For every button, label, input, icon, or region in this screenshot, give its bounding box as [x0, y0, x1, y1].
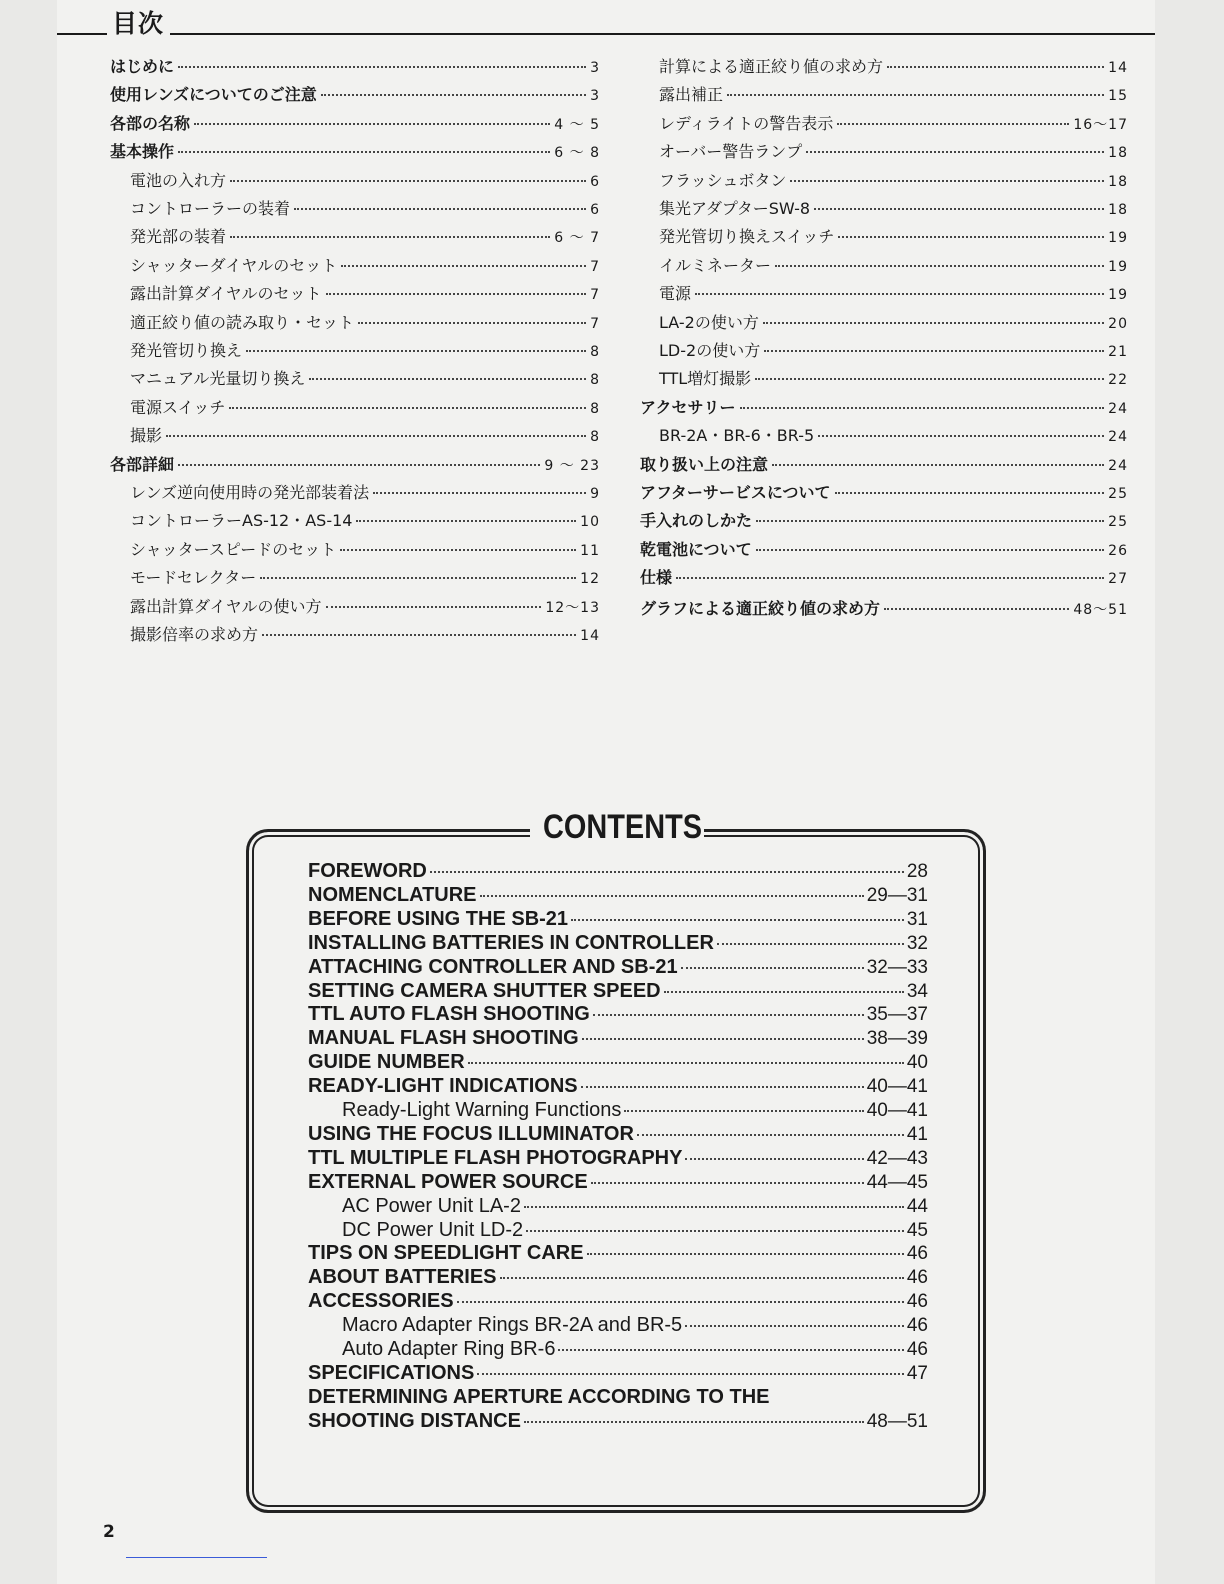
jp-toc-entry-page: 48～51: [1073, 602, 1128, 619]
jp-toc-entry-page: 9: [590, 486, 600, 502]
contents-entry: [308, 1362, 928, 1386]
contents-entry-page: 40: [906, 1052, 928, 1074]
contents-entry-page: 42—43: [866, 1147, 928, 1169]
contents-entry-page: 29—31: [866, 884, 928, 906]
jp-toc-entry: [640, 480, 1128, 502]
jp-toc-entry-label: 撮影: [130, 426, 163, 446]
contents-entry-label: ATTACHING CONTROLLER AND SB-21: [308, 955, 678, 978]
dot-leader: [772, 464, 1104, 466]
jp-toc-entry: [130, 508, 600, 530]
dot-leader: [740, 407, 1105, 409]
contents-entry: [308, 1051, 928, 1075]
jp-toc-entry: [659, 423, 1128, 445]
jp-toc-entry-label: アフターサービスについて: [640, 483, 831, 502]
dot-leader: [321, 94, 586, 96]
dot-leader: [524, 1206, 904, 1208]
jp-toc-entry-page: 3: [590, 88, 600, 105]
contents-entry: [308, 1171, 928, 1195]
dot-leader: [717, 943, 904, 945]
jp-toc-entry: [659, 281, 1128, 303]
jp-toc-entry-label: レンズ逆向使用時の発光部装着法: [130, 483, 370, 502]
jp-toc-entry: [110, 111, 600, 133]
contents-entry-page: 38—39: [866, 1028, 928, 1050]
jp-toc-entry: [130, 537, 600, 559]
dot-leader: [229, 407, 586, 409]
dot-leader: [178, 151, 550, 153]
contents-title: CONTENTS: [543, 808, 702, 846]
dot-leader: [341, 265, 586, 267]
jp-toc-entry-label: 撮影倍率の求め方: [130, 625, 259, 644]
contents-entry-label: TIPS ON SPEEDLIGHT CARE: [308, 1242, 584, 1265]
dot-leader: [838, 236, 1104, 238]
dot-leader: [835, 492, 1105, 494]
jp-toc-entry-page: 12～13: [545, 599, 600, 616]
jp-toc-entry-page: 9 ～ 23: [544, 457, 600, 474]
dot-leader: [676, 577, 1104, 579]
jp-toc-entry-page: 7: [590, 287, 600, 304]
dot-leader: [524, 1421, 864, 1423]
jp-toc-entry-label: LD-2の使い方: [659, 341, 761, 360]
jp-toc-entry-page: 8: [590, 372, 600, 389]
jp-toc-entry: [659, 366, 1128, 388]
contents-entry-label: GUIDE NUMBER: [308, 1051, 465, 1074]
jp-toc-entry-label: マニュアル光量切り換え: [130, 369, 306, 389]
dot-leader: [790, 180, 1104, 182]
jp-toc-entry-label: TTL増灯撮影: [659, 369, 752, 389]
jp-toc-entry-page: 22: [1108, 372, 1128, 389]
contents-entry: [308, 1027, 928, 1051]
dot-leader: [587, 1253, 904, 1255]
jp-toc-entry-label: コントローラーAS-12・AS-14: [130, 511, 353, 531]
contents-entry: [308, 1147, 928, 1171]
jp-toc-entry-label: シャッタースピードのセット: [130, 539, 337, 559]
contents-entry: [308, 956, 928, 980]
dot-leader: [887, 66, 1104, 68]
dot-leader: [756, 520, 1104, 522]
jp-toc-entry-label: 乾電池について: [640, 539, 752, 559]
jp-toc-entry-label: 各部の名称: [110, 113, 191, 133]
contents-entry-page: 46: [906, 1315, 928, 1337]
contents-entry-label: DC Power Unit LD-2: [342, 1218, 524, 1241]
jp-toc-entry: [640, 565, 1128, 587]
contents-entry-label: EXTERNAL POWER SOURCE: [308, 1170, 588, 1193]
jp-toc-entry-page: 8: [590, 344, 600, 360]
contents-entry-label: AC Power Unit LA-2: [342, 1194, 521, 1217]
contents-entry: [308, 1266, 928, 1290]
dot-leader: [246, 350, 586, 352]
jp-toc-entry: [130, 366, 600, 388]
jp-toc-entry-label: 集光アダプターSW-8: [659, 199, 811, 218]
dot-leader: [500, 1277, 904, 1279]
contents-entry: [308, 1123, 928, 1147]
contents-entry-label: SHOOTING DISTANCE: [308, 1409, 521, 1432]
dot-leader: [230, 180, 586, 182]
jp-toc-entry-label: 露出補正: [659, 85, 724, 105]
jp-toc-entry-label: 計算による適正絞り値の求め方: [659, 57, 884, 76]
jp-toc-entry-label: 仕様: [640, 568, 673, 588]
jp-toc-entry: [659, 310, 1128, 332]
dot-leader: [194, 123, 550, 125]
dot-leader: [571, 919, 904, 921]
contents-entry-page: 40—41: [866, 1076, 928, 1098]
jp-toc-entry: [110, 54, 600, 76]
dot-leader: [356, 520, 576, 522]
jp-toc-entry: [130, 423, 600, 445]
dot-leader: [373, 492, 586, 494]
contents-entry-label: FOREWORD: [308, 860, 427, 882]
jp-toc-entry-label: フラッシュボタン: [659, 170, 787, 190]
dot-leader: [756, 549, 1104, 551]
dot-leader: [837, 123, 1069, 125]
jp-toc-entry-page: 11: [580, 542, 600, 559]
contents-entry-page: 44—45: [866, 1171, 928, 1193]
dot-leader: [178, 464, 540, 466]
contents-entry-label: MANUAL FLASH SHOOTING: [308, 1027, 579, 1050]
jp-toc-entry: [659, 82, 1128, 104]
jp-toc-entry: [130, 310, 600, 332]
jp-toc-entry-label: 基本操作: [110, 142, 175, 162]
contents-entry-page: 35—37: [866, 1004, 928, 1026]
dot-leader: [637, 1134, 904, 1136]
jp-toc-entry-page: 7: [590, 315, 600, 332]
jp-toc-entry: [130, 224, 600, 246]
jp-toc-entry-page: 20: [1108, 315, 1128, 332]
jp-toc-entry: [130, 196, 600, 218]
jp-toc-entry-label: 露出計算ダイヤルのセット: [130, 284, 322, 304]
jp-toc-entry: [659, 168, 1128, 190]
contents-entry-page: 41: [906, 1123, 928, 1145]
jp-toc-entry-page: 6: [590, 202, 600, 218]
contents-entry-page: 46: [906, 1291, 928, 1313]
jp-toc-entry: [130, 281, 600, 303]
contents-entry: [308, 980, 928, 1004]
jp-toc-entry: [130, 594, 600, 616]
contents-entry-label: Auto Adapter Ring BR-6: [342, 1338, 556, 1360]
jp-toc-entry: [130, 622, 600, 644]
jp-toc-entry: [130, 253, 600, 275]
jp-toc-entry-label: 電源スイッチ: [130, 397, 226, 417]
jp-toc-entry-label: 発光部の装着: [130, 227, 227, 247]
dot-leader: [763, 322, 1104, 324]
jp-toc-entry-page: 10: [580, 514, 600, 531]
contents-entry: [308, 1386, 1108, 1410]
contents-entry: [342, 1099, 928, 1123]
contents-entry-page: 40—41: [866, 1100, 928, 1121]
jp-toc-entry-label: オーバー警告ランプ: [659, 142, 803, 162]
jp-toc-entry-label: モードセレクター: [130, 568, 257, 588]
jp-toc-entry-label: 発光管切り換えスイッチ: [659, 227, 835, 247]
dot-leader: [260, 577, 576, 579]
contents-entry-page: 32—33: [866, 956, 928, 978]
page-number: 2: [103, 1522, 115, 1542]
contents-entry: [308, 1242, 928, 1266]
jp-toc-entry-page: 8: [590, 400, 600, 417]
jp-toc-entry: [659, 196, 1128, 218]
contents-entry-label: Macro Adapter Rings BR-2A and BR-5: [342, 1314, 683, 1337]
contents-entry: [342, 1195, 928, 1219]
jp-toc-entry-page: 26: [1108, 542, 1128, 559]
jp-toc-entry-label: 手入れのしかた: [640, 511, 753, 531]
jp-toc-entry-label: 適正絞り値の読み取り・セット: [130, 312, 355, 332]
jp-toc-entry-page: 27: [1108, 571, 1128, 588]
contents-entry-label: READY-LIGHT INDICATIONS: [308, 1075, 578, 1098]
dot-leader: [593, 1014, 864, 1016]
jp-toc-entry-page: 15: [1108, 88, 1128, 105]
dot-leader: [764, 350, 1104, 352]
contents-entry: [308, 1003, 928, 1027]
jp-toc-entry-label: 電池の入れ方: [130, 170, 227, 190]
jp-toc-entry-page: 3: [590, 60, 600, 76]
contents-entry-page: 31: [906, 908, 928, 930]
jp-toc-entry-page: 24: [1108, 429, 1128, 446]
jp-toc-entry-label: 電源: [659, 284, 692, 304]
jp-toc-entry-page: 18: [1108, 202, 1128, 218]
jp-toc-entry-page: 14: [1108, 60, 1128, 76]
jp-toc-entry: [130, 168, 600, 190]
contents-entry-label: DETERMINING APERTURE ACCORDING TO THE: [308, 1385, 770, 1408]
contents-entry: [308, 932, 928, 956]
dot-leader: [326, 606, 542, 608]
jp-toc-title: 目次: [112, 9, 165, 38]
dot-leader: [581, 1086, 864, 1088]
dot-leader: [480, 895, 864, 897]
jp-toc-entry-page: 7: [590, 258, 600, 275]
contents-entry-page: 47: [906, 1362, 928, 1384]
contents-entry-page: 46: [906, 1267, 928, 1289]
contents-entry-label: BEFORE USING THE SB-21: [308, 907, 569, 930]
jp-toc-entry: [130, 395, 600, 417]
jp-toc-entry-page: 16～17: [1073, 116, 1128, 133]
jp-toc-entry-page: 21: [1108, 344, 1128, 360]
dot-leader: [582, 1038, 864, 1040]
contents-entry-page: 28: [906, 861, 928, 882]
jp-toc-entry-label: イルミネーター: [659, 255, 772, 275]
contents-entry-label: NOMENCLATURE: [308, 883, 477, 906]
jp-toc-entry: [659, 139, 1128, 161]
dot-leader: [457, 1301, 904, 1303]
contents-entry: [308, 884, 928, 908]
link-underline: [126, 1557, 267, 1558]
jp-toc-entry-label: BR-2A・BR-6・BR-5: [659, 426, 815, 446]
contents-entry: [308, 1290, 928, 1314]
dot-leader: [695, 293, 1104, 295]
dot-leader: [685, 1158, 863, 1160]
jp-toc-entry-page: 6: [590, 173, 600, 190]
contents-entry-page: 44: [906, 1195, 928, 1217]
dot-leader: [591, 1182, 864, 1184]
jp-toc-entry-label: 露出計算ダイヤルの使い方: [130, 596, 322, 616]
jp-toc-entry: [659, 111, 1128, 133]
dot-leader: [358, 322, 586, 324]
jp-toc-entry-label: 各部詳細: [110, 454, 175, 474]
jp-toc-entry-page: 6 ～ 7: [554, 230, 600, 247]
contents-entry: [342, 1338, 928, 1362]
jp-toc-entry-page: 19: [1108, 287, 1128, 304]
dot-leader: [664, 991, 904, 993]
contents-entry-page: 46: [906, 1339, 928, 1360]
dot-leader: [230, 236, 550, 238]
contents-entry-page: 34: [906, 980, 928, 1002]
dot-leader: [526, 1230, 904, 1232]
dot-leader: [178, 66, 586, 68]
contents-entry-label: ABOUT BATTERIES: [308, 1266, 497, 1289]
contents-entry-label: Ready-Light Warning Functions: [342, 1099, 622, 1121]
jp-toc-entry-page: 25: [1108, 486, 1128, 502]
contents-entry: [308, 908, 928, 932]
dot-leader: [775, 265, 1104, 267]
dot-leader: [806, 151, 1104, 153]
dot-leader: [681, 967, 864, 969]
title-rule-left: [57, 33, 107, 35]
jp-toc-entry: [640, 395, 1128, 417]
contents-entry-page: 32: [906, 932, 928, 954]
jp-toc-entry-label: LA-2の使い方: [659, 312, 759, 332]
jp-toc-entry: [640, 537, 1128, 559]
dot-leader: [727, 94, 1104, 96]
contents-entry: [308, 860, 928, 884]
contents-entry-label: TTL MULTIPLE FLASH PHOTOGRAPHY: [308, 1146, 683, 1169]
jp-toc-entry-label: アクセサリー: [640, 397, 736, 417]
contents-entry-label: INSTALLING BATTERIES IN CONTROLLER: [308, 931, 714, 954]
jp-toc-entry: [659, 54, 1128, 76]
jp-toc-entry: [659, 338, 1128, 360]
contents-entry-label: USING THE FOCUS ILLUMINATOR: [308, 1122, 634, 1145]
jp-toc-entry-page: 19: [1108, 230, 1128, 247]
jp-toc-entry: [130, 565, 600, 587]
dot-leader: [814, 208, 1104, 210]
contents-entry: [308, 1410, 928, 1434]
contents-entry-page: 45: [906, 1219, 928, 1241]
contents-entry-label: SETTING CAMERA SHUTTER SPEED: [308, 979, 661, 1002]
dot-leader: [166, 435, 586, 437]
jp-toc-entry: [110, 82, 600, 104]
jp-toc-entry-label: 取り扱い上の注意: [640, 454, 769, 474]
jp-toc-entry-page: 12: [580, 571, 600, 588]
dot-leader: [755, 378, 1104, 380]
dot-leader: [468, 1062, 904, 1064]
jp-toc-entry-page: 18: [1108, 145, 1128, 162]
dot-leader: [818, 435, 1104, 437]
jp-toc-entry-page: 25: [1108, 514, 1128, 531]
jp-toc-entry-label: シャッターダイヤルのセット: [130, 255, 338, 275]
jp-toc-entry: [110, 452, 600, 474]
jp-toc-entry-label: はじめに: [110, 57, 175, 76]
jp-toc-entry-page: 4 ～ 5: [554, 116, 600, 133]
dot-leader: [326, 293, 587, 295]
contents-entry: [342, 1219, 928, 1243]
jp-toc-entry-page: 24: [1108, 457, 1128, 474]
dot-leader: [262, 634, 576, 636]
title-rule-right: [170, 33, 1155, 35]
jp-toc-entry: [130, 338, 600, 360]
contents-entry-label: TTL AUTO FLASH SHOOTING: [308, 1003, 590, 1026]
jp-toc-entry: [640, 508, 1128, 530]
contents-entry: [342, 1314, 928, 1338]
jp-toc-entry: [110, 139, 600, 161]
contents-entry-page: 46: [906, 1243, 928, 1265]
dot-leader: [309, 378, 586, 380]
jp-toc-entry-page: 6 ～ 8: [554, 145, 600, 162]
contents-entry-label: ACCESSORIES: [308, 1290, 454, 1313]
dot-leader: [685, 1325, 904, 1327]
jp-toc-entry: [640, 452, 1128, 474]
dot-leader: [477, 1373, 904, 1375]
jp-toc-entry: [640, 596, 1128, 618]
dot-leader: [294, 208, 586, 210]
dot-leader: [884, 608, 1069, 610]
jp-toc-entry-label: レディライトの警告表示: [659, 113, 834, 133]
jp-toc-entry-label: コントローラーの装着: [130, 199, 291, 218]
jp-toc-entry: [130, 480, 600, 502]
jp-toc-entry-label: 使用レンズについてのご注意: [110, 85, 317, 105]
jp-toc-entry-page: 8: [590, 429, 600, 446]
jp-toc-entry-label: グラフによる適正絞り値の求め方: [640, 599, 881, 619]
contents-entry-page: 48—51: [866, 1410, 928, 1432]
contents-entry: [308, 1075, 928, 1099]
jp-toc-entry-label: 発光管切り換え: [130, 341, 243, 360]
jp-toc-entry: [659, 253, 1128, 275]
contents-entry-label: SPECIFICATIONS: [308, 1361, 475, 1384]
jp-toc-entry: [659, 224, 1128, 246]
dot-leader: [340, 549, 576, 551]
dot-leader: [558, 1349, 903, 1351]
jp-toc-entry-page: 18: [1108, 173, 1128, 190]
jp-toc-entry-page: 19: [1108, 258, 1128, 275]
dot-leader: [430, 871, 904, 873]
jp-toc-entry-page: 24: [1108, 400, 1128, 417]
dot-leader: [624, 1110, 863, 1112]
jp-toc-entry-page: 14: [580, 628, 600, 644]
